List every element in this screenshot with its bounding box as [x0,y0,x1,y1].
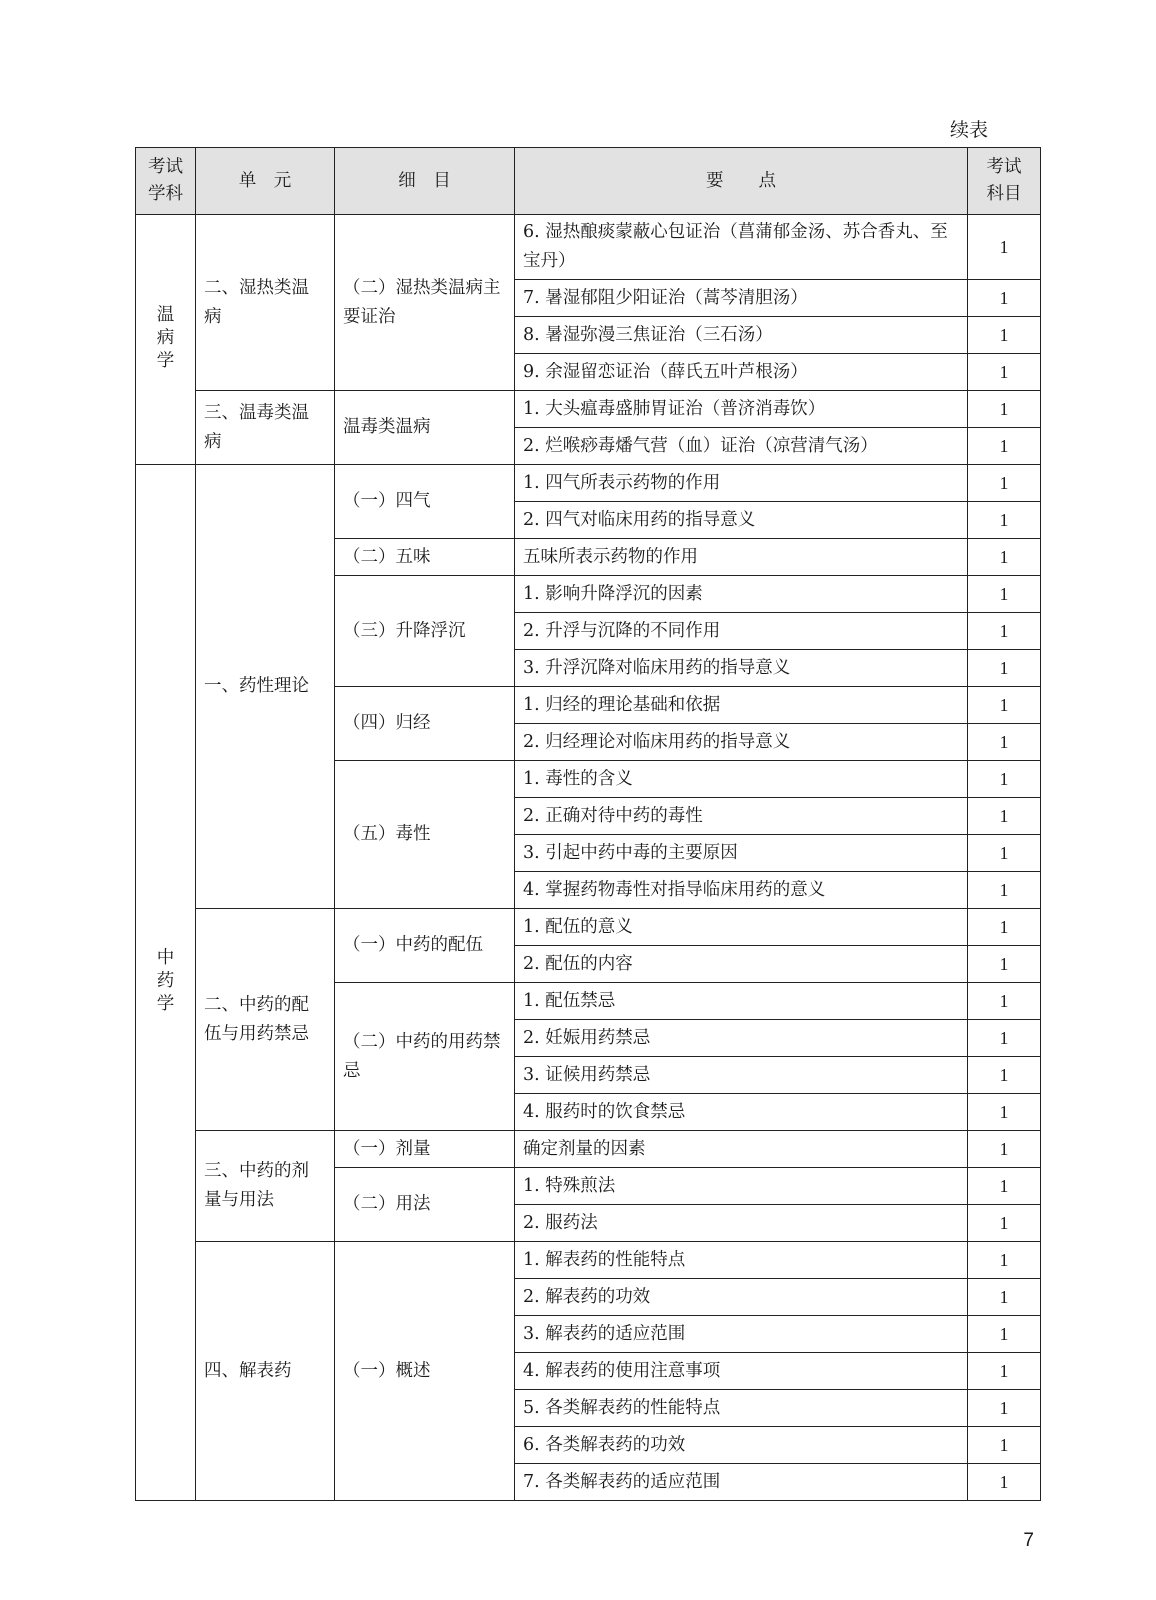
detail-cell: （四）归经 [335,687,515,761]
detail-cell: （二）湿热类温病主要证治 [335,215,515,391]
point-cell: 1. 特殊煎法 [515,1168,968,1205]
exam-subject-cell: 1 [968,215,1041,280]
detail-cell: （五）毒性 [335,761,515,909]
table-header-row [136,148,1041,215]
exam-subject-cell: 1 [968,1131,1041,1168]
detail-cell: 温毒类温病 [335,391,515,465]
exam-subject-cell: 1 [968,724,1041,761]
page-number: 7 [1023,1530,1034,1551]
point-cell: 1. 四气所表示药物的作用 [515,465,968,502]
point-cell: 1. 毒性的含义 [515,761,968,798]
point-cell: 确定剂量的因素 [515,1131,968,1168]
unit-cell: 二、湿热类温病 [196,215,335,391]
exam-subject-cell: 1 [968,354,1041,391]
unit-cell: 三、温毒类温病 [196,391,335,465]
exam-subject-cell: 1 [968,1242,1041,1279]
exam-subject-cell: 1 [968,1168,1041,1205]
point-cell: 1. 影响升降浮沉的因素 [515,576,968,613]
point-cell: 6. 各类解表药的功效 [515,1427,968,1464]
exam-subject-cell: 1 [968,1094,1041,1131]
point-cell: 3. 解表药的适应范围 [515,1316,968,1353]
table-row [136,215,1041,280]
point-cell: 3. 引起中药中毒的主要原因 [515,835,968,872]
exam-subject-cell: 1 [968,650,1041,687]
header-exam-subject: 考试科目 [968,148,1041,215]
exam-subject-cell: 1 [968,1427,1041,1464]
header-subject: 考试学科 [136,148,196,215]
exam-subject-cell: 1 [968,1390,1041,1427]
header-point: 要 点 [515,148,968,215]
point-cell: 5. 各类解表药的性能特点 [515,1390,968,1427]
point-cell: 7. 各类解表药的适应范围 [515,1464,968,1501]
point-cell: 6. 湿热酿痰蒙蔽心包证治（菖蒲郁金汤、苏合香丸、至宝丹） [515,215,968,280]
exam-subject-cell: 1 [968,539,1041,576]
exam-subject-cell: 1 [968,761,1041,798]
exam-subject-cell: 1 [968,1464,1041,1501]
point-cell: 1. 解表药的性能特点 [515,1242,968,1279]
unit-cell: 四、解表药 [196,1242,335,1501]
exam-subject-cell: 1 [968,428,1041,465]
point-cell: 2. 服药法 [515,1205,968,1242]
detail-cell: （一）概述 [335,1242,515,1501]
header-unit: 单 元 [196,148,335,215]
point-cell: 2. 升浮与沉降的不同作用 [515,613,968,650]
point-cell: 7. 暑湿郁阻少阳证治（蒿芩清胆汤） [515,280,968,317]
table-row [136,1242,1041,1279]
table-row [136,465,1041,502]
point-cell: 4. 解表药的使用注意事项 [515,1353,968,1390]
exam-subject-cell: 1 [968,872,1041,909]
point-cell: 4. 掌握药物毒性对指导临床用药的意义 [515,872,968,909]
point-cell: 1. 配伍的意义 [515,909,968,946]
point-cell: 2. 解表药的功效 [515,1279,968,1316]
exam-subject-cell: 1 [968,1316,1041,1353]
point-cell: 2. 正确对待中药的毒性 [515,798,968,835]
table-row [136,909,1041,946]
point-cell: 2. 四气对临床用药的指导意义 [515,502,968,539]
exam-subject-cell: 1 [968,687,1041,724]
detail-cell: （三）升降浮沉 [335,576,515,687]
exam-subject-cell: 1 [968,317,1041,354]
point-cell: 8. 暑湿弥漫三焦证治（三石汤） [515,317,968,354]
exam-subject-cell: 1 [968,909,1041,946]
point-cell: 1. 配伍禁忌 [515,983,968,1020]
detail-cell: （一）中药的配伍 [335,909,515,983]
exam-subject-cell: 1 [968,613,1041,650]
point-cell: 2. 妊娠用药禁忌 [515,1020,968,1057]
detail-cell: （一）剂量 [335,1131,515,1168]
subject-cell: 温病学 [136,215,196,465]
unit-cell: 三、中药的剂量与用法 [196,1131,335,1242]
exam-subject-cell: 1 [968,1279,1041,1316]
point-cell: 2. 归经理论对临床用药的指导意义 [515,724,968,761]
header-detail: 细 目 [335,148,515,215]
syllabus-table [135,147,1041,1501]
detail-cell: （一）四气 [335,465,515,539]
exam-subject-cell: 1 [968,1020,1041,1057]
point-cell: 3. 升浮沉降对临床用药的指导意义 [515,650,968,687]
table-row [136,1131,1041,1168]
exam-subject-cell: 1 [968,391,1041,428]
table-body [136,215,1041,1501]
exam-subject-cell: 1 [968,946,1041,983]
point-cell: 3. 证候用药禁忌 [515,1057,968,1094]
unit-cell: 二、中药的配伍与用药禁忌 [196,909,335,1131]
unit-cell: 一、药性理论 [196,465,335,909]
point-cell: 五味所表示药物的作用 [515,539,968,576]
exam-subject-cell: 1 [968,1205,1041,1242]
exam-subject-cell: 1 [968,835,1041,872]
exam-subject-cell: 1 [968,798,1041,835]
detail-cell: （二）五味 [335,539,515,576]
exam-subject-cell: 1 [968,465,1041,502]
detail-cell: （二）用法 [335,1168,515,1242]
point-cell: 1. 归经的理论基础和依据 [515,687,968,724]
subject-cell: 中药学 [136,465,196,1501]
exam-subject-cell: 1 [968,576,1041,613]
exam-subject-cell: 1 [968,1057,1041,1094]
point-cell: 2. 配伍的内容 [515,946,968,983]
point-cell: 1. 大头瘟毒盛肺胃证治（普济消毒饮） [515,391,968,428]
exam-subject-cell: 1 [968,983,1041,1020]
continued-label: 续表 [949,119,988,141]
point-cell: 4. 服药时的饮食禁忌 [515,1094,968,1131]
exam-subject-cell: 1 [968,502,1041,539]
detail-cell: （二）中药的用药禁忌 [335,983,515,1131]
exam-subject-cell: 1 [968,280,1041,317]
exam-subject-cell: 1 [968,1353,1041,1390]
point-cell: 2. 烂喉痧毒燔气营（血）证治（凉营清气汤） [515,428,968,465]
point-cell: 9. 余湿留恋证治（薛氏五叶芦根汤） [515,354,968,391]
table-row [136,391,1041,428]
